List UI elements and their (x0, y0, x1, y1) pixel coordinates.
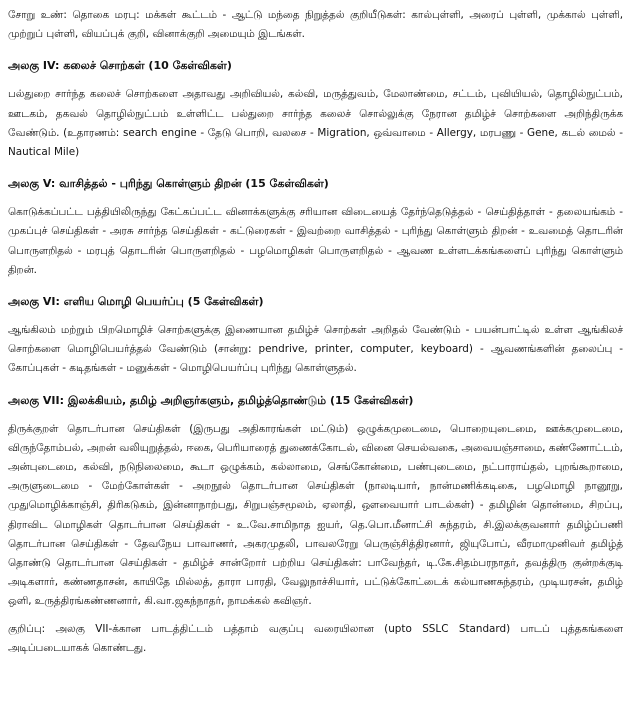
unit-7-body: திருக்குறள் தொடர்பான செய்திகள் (இருபது அதிகாரங்கள் மட்டும்) ஒழுக்கமுடைமை, பொறையுடைமை, ஊக்கமுடைமை, விருந்தோம்பல், அறன் வலியுறுத்தல், ஈகை, பெரியாரைத் துணைக்கோடல், வினை செயல்வகை, அவையஞ்சாமை, கண்ணோட்டம், அன்புடைமை, கல்வி, நடுநிலைமை, கூடா ஒழுக்கம், கல்லாமை, செங்கோன்மை, பண்புடைமை, நட்பாராய்தல், புறங்கூறாமை, அருளுடைமை - மேற்கோள்கள் - அறநூல் தொடர்பான செய்திகள் (நாலடியார், நான்மணிக்கடிகை, பழமொழி நானூறு, முதுமொழிக்காஞ்சி, திரிகடுகம், இன்னாநாற்பது, சிறுபஞ்சமூலம், ஏலாதி, ஔவையார் பாடல்கள்) - தமிழின் தொன்மை, சிறப்பு, திராவிட மொழிகள் தொடர்பான செய்திகள் - உ.வே.சாமிநாத ஐயர், தெ.பொ.மீனாட்சி சுந்தரம், சி.இலக்குவனார் தமிழ்ப்பணி தொடர்பான செய்திகள் - தேவநேய பாவாணர், அகரமுதலி, பாவலரேறு பெருஞ்சித்திரனார், ஜியுபோப், வீரமாமுனிவர் தமிழ்த் தொண்டு தொடர்பான செய்திகள் - தமிழ்ச் சான்றோர் பற்றிய செய்திகள்: பாவேந்தர், டி.கே.சிதம்பரநாதர், தவத்திரு குன்றக்குடி அடிகளார், கண்ணதாசன், காயிதே மில்லத், தாரா பாரதி, வேலுநாச்சியார், பட்டுக்கோட்டைக் கல்யாணசுந்தரம், முடியரசன், தமிழ் ஒளி, உருத்திரங்கண்ணனார், கி.வா.ஜகந்நாதர், நாமக்கல் கவிஞர். (8, 422, 623, 608)
note-paragraph: குறிப்பு: அலகு VII-க்கான பாடத்திட்டம் பத்தாம் வகுப்பு வரையிலான (upto SSLC Standard) பாடப் புத்தகங்களை அடிப்படையாகக் கொண்டது. (8, 622, 623, 654)
unit-7-heading: அலகு VII: இலக்கியம், தமிழ் அறிஞர்களும், தமிழ்த்தொண்டும் (15 கேள்விகள்) (8, 393, 414, 407)
unit-4-heading: அலகு IV: கலைச் சொற்கள் (10 கேள்விகள்) (8, 59, 232, 73)
intro-paragraph: சோறு உண்: தொகை மரபு: மக்கள் கூட்டம் - ஆட்டு மந்தை நிறுத்தல் குறியீடுகள்: கால்புள்ளி, அரைப் புள்ளி, முக்கால் புள்ளி, முற்றுப் புள்ளி, வியப்புக் குறி, வினாக்குறி அமையும் இடங்கள். (8, 9, 623, 41)
unit-5-heading: அலகு V: வாசித்தல் - புரிந்து கொள்ளும் திறன் (15 கேள்விகள்) (8, 177, 329, 191)
unit-4-body: பல்துறை சார்ந்த கலைச் சொற்களை அதாவது அறிவியல், கல்வி, மருத்துவம், மேலாண்மை, சட்டம், புவியியல், தொழில்நுட்பம், ஊடகம், தகவல் தொழில்நுட்பம் உள்ளிட்ட பல்துறை சார்ந்த கலைச் சொல்லுக்கு நேரான தமிழ்ச் சொற்களை அறிந்திருக்க வேண்டும். (உதாரணம்: search engine - தேடு பொறி, வலசை - Migration, ஒவ்வாமை - Allergy, மரபணு - Gene, கடல் மைல் - Nautical Mile) (8, 88, 623, 159)
unit-5-body: கொடுக்கப்பட்ட பத்தியிலிருந்து கேட்கப்பட்ட வினாக்களுக்கு சரியான விடையைத் தேர்ந்தெடுத்தல் - செய்தித்தாள் - தலையங்கம் - முகப்புச் செய்திகள் - அரசு சார்ந்த செய்திகள் - கட்டுரைகள் - இவற்றை வாசித்தல் - புரிந்து கொள்ளும் திறன் - உவமைத் தொடரின் பொருளறிதல் - மரபுத் தொடரின் பொருளறிதல் - பழமொழிகள் பொருளறிதல் - ஆவண உள்ளடக்கங்களைப் புரிந்து கொள்ளும் திறன். (8, 206, 623, 276)
unit-6-heading: அலகு VI: எளிய மொழி பெயர்ப்பு (5 கேள்விகள்) (8, 295, 264, 309)
unit-6-body: ஆங்கிலம் மற்றும் பிறமொழிச் சொற்களுக்கு இணையான தமிழ்ச் சொற்கள் அறிதல் வேண்டும் - பயன்பாட்டில் உள்ள ஆங்கிலச் சொற்களை மொழிபெயர்த்தல் வேண்டும் (சான்று: pendrive, printer, computer, keyboard) - ஆவணங்களின் தலைப்பு - கோப்புகள் - கடிதங்கள் - மனுக்கள் - மொழிபெயர்ப்பு புரிந்து கொள்ளுதல். (8, 324, 623, 375)
